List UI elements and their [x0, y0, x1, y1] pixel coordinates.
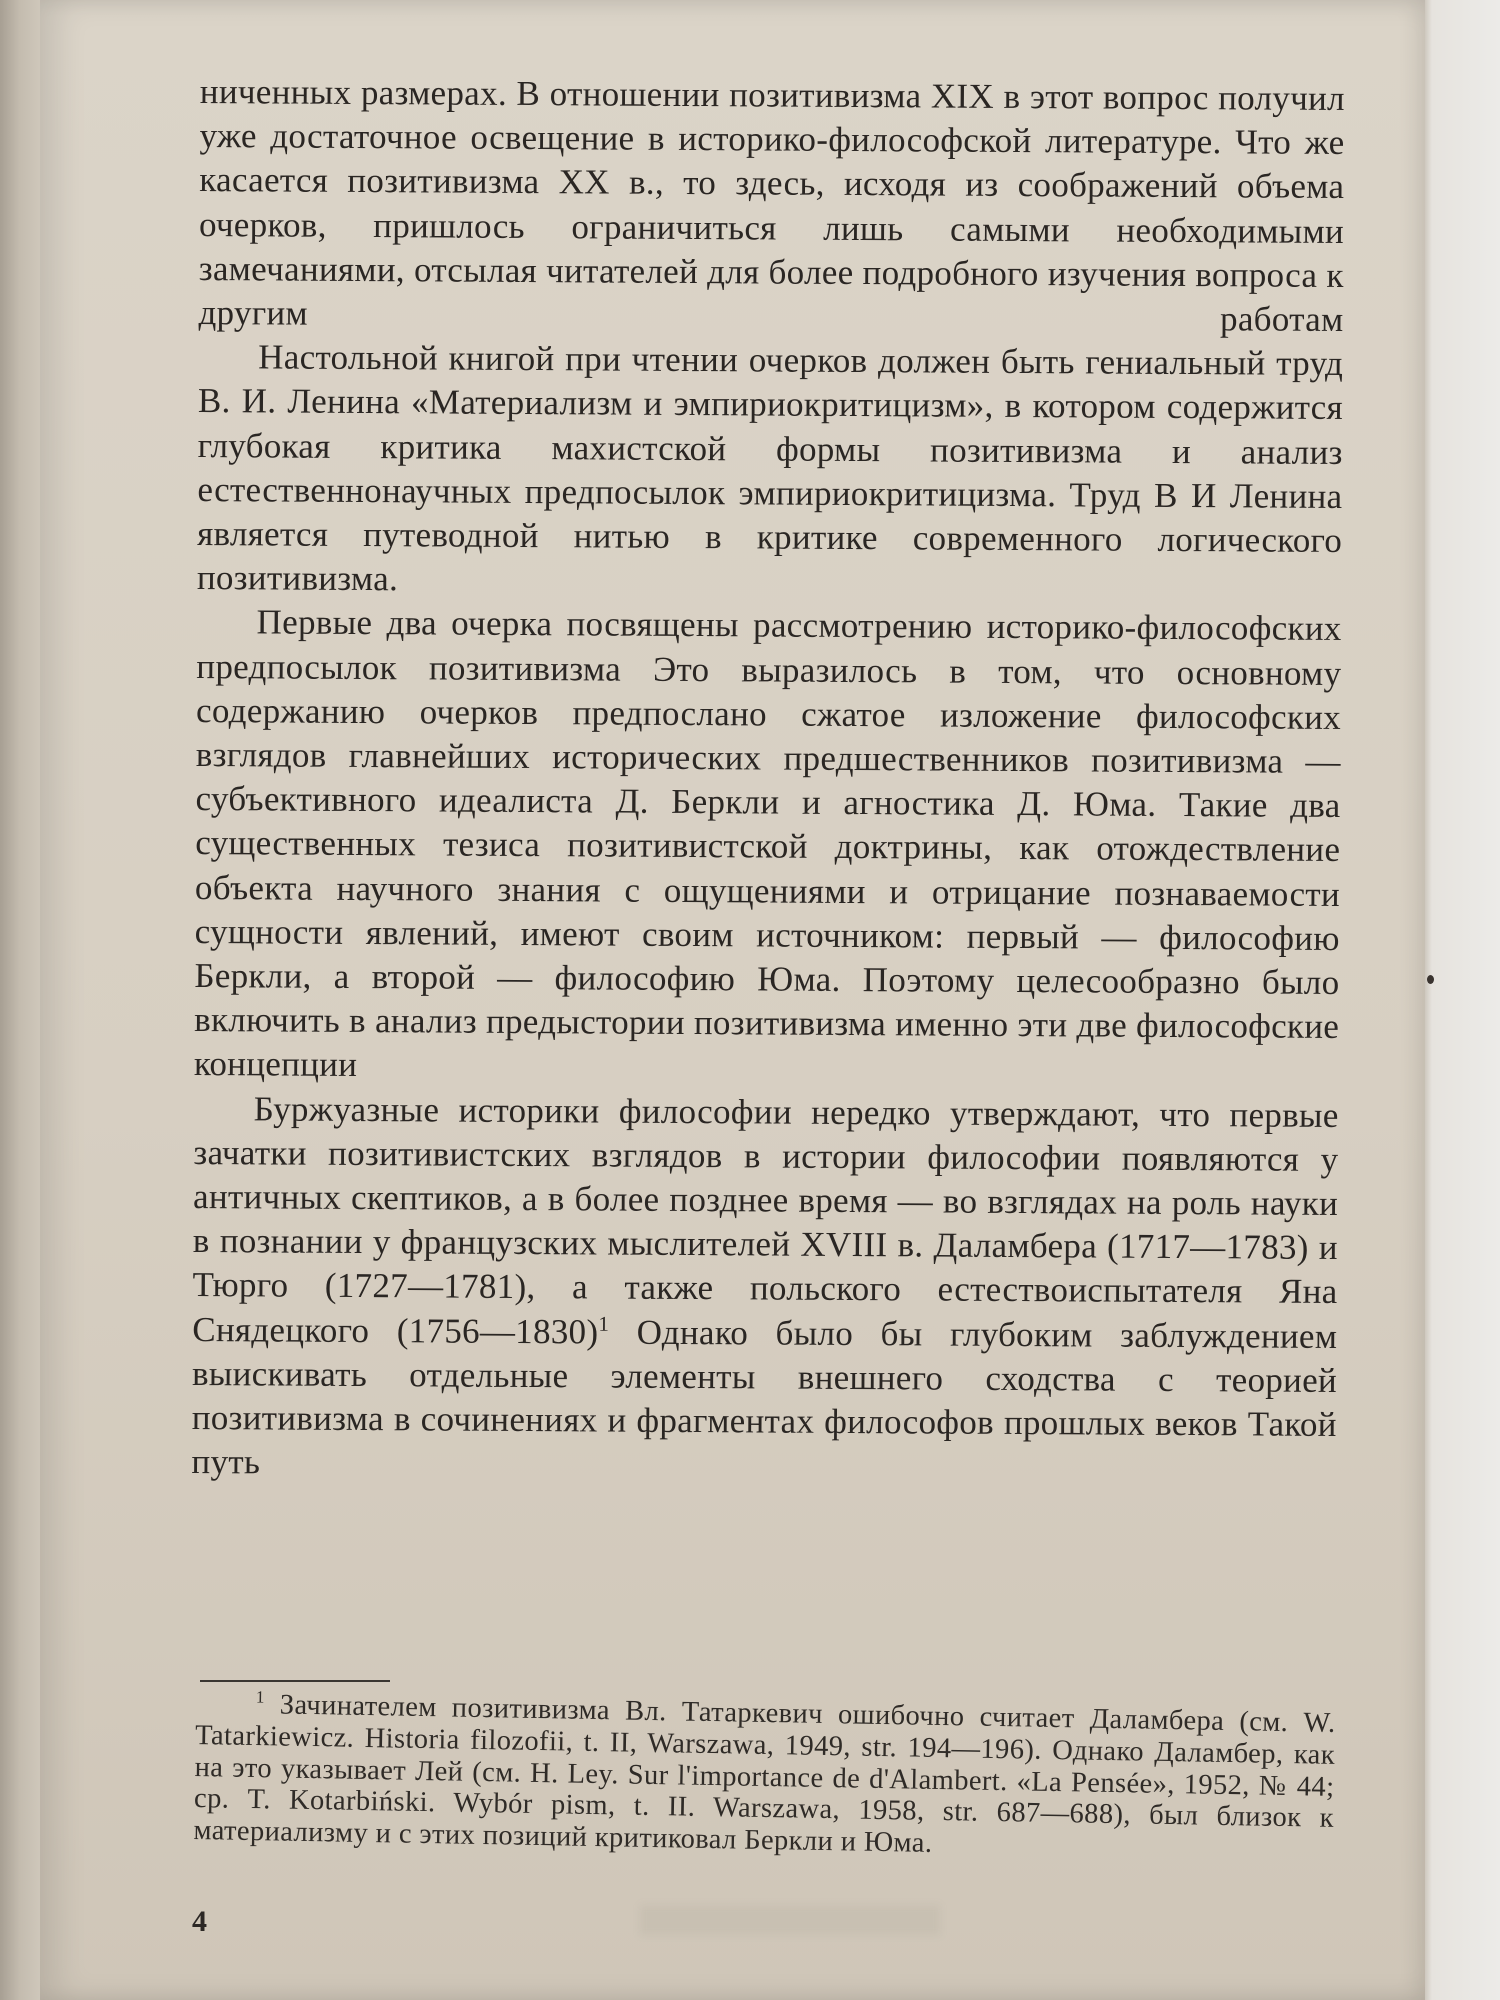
paragraph-4: [191, 1087, 1338, 1492]
footnote-reference: 1: [598, 1311, 610, 1336]
paragraph-3: Первые два очерка посвящены рассмотрению историко-философских предпосылок позитивизма Это выразилось в том, что основному содержанию очерков предпослано сжатое изложение философских взглядов главнейших исторических предшественников позитивизма — субъективного идеалиста Д. Беркли и агностика Д. Юма. Такие два существенных тезиса позитивистской доктрины, как отождествление объекта научного знания с ощущениями и отрицание познаваемости сущности явлений, имеют своим источником: первый — философию Беркли, а второй — философию Юма. Поэтому целесообразно было включить в анализ предыстории позитивизма именно эти две философские концепции: [193, 602, 1342, 1085]
paper-speck: [1427, 975, 1434, 984]
main-text: [191, 70, 1345, 1491]
show-through-marks: [640, 1905, 940, 1935]
paragraph-4-text: Буржуазные историки философии нередко утверждают, что первые зачатки позитивистских взглядов в истории философии появляются у античных скептиков, а в более позднее время — во взглядах на роль науки в познании у французских мыслителей XVIII в. Даламбера (1717—1783) и Тюрго (1727—1781), а также польского естествоиспытателя Яна Снядецкого (1756—1830): [192, 1089, 1339, 1352]
paragraph-2: Настольной книгой при чтении очерков должен быть гениальный труд В. И. Ленина «Материализм и эмпириокритицизм», в котором содержится глубокая критика махистской формы позитивизма и анализ естественнонаучных предпосылок эмпириокритицизма. Труд В И Ленина является путеводной нитью в критике современного логического позитивизма.: [196, 337, 1344, 599]
page-number: 4: [192, 1905, 207, 1938]
footnote: [193, 1688, 1336, 1867]
footnote-text: Зачинателем позитивизма Вл. Татаркевич ошибочно считает Даламбера (см. W. Tatarkiewicz. Historia filozofii, t. II, Warszawa, 1949, str. 194—196). Однако Даламбер, как на это указывает Лей (см. H. Ley. Sur l'importance de d'Alambert. «La Pensée», 1952, № 44; ср. T. Kotarbiński. Wybór pism, t. II. Warszawa, 1958, str. 687—688), был близок к материализму и с этих позиций критиковал Беркли и Юма.: [193, 1689, 1336, 1860]
footnote-marker: 1: [255, 1687, 265, 1707]
footnote-divider: [200, 1680, 390, 1682]
paragraph-1: ниченных размерах. В отношении позитивизма XIX в этот вопрос получил уже достаточное освещение в историко-философской литературе. Что же касается позитивизма XX в., то здесь, исходя из соображений объема очерков, пришлось ограничиться лишь самыми необходимыми замечаниями, отсылая читателей для более подробного изучения вопроса к другим работам: [198, 71, 1345, 340]
paragraph-4-continuation: Однако было бы глубоким заблуждением выискивать отдельные элементы внешнего сходства с теорией позитивизма в сочинениях и фрагментах философов прошлых веков Такой путь: [191, 1312, 1338, 1482]
